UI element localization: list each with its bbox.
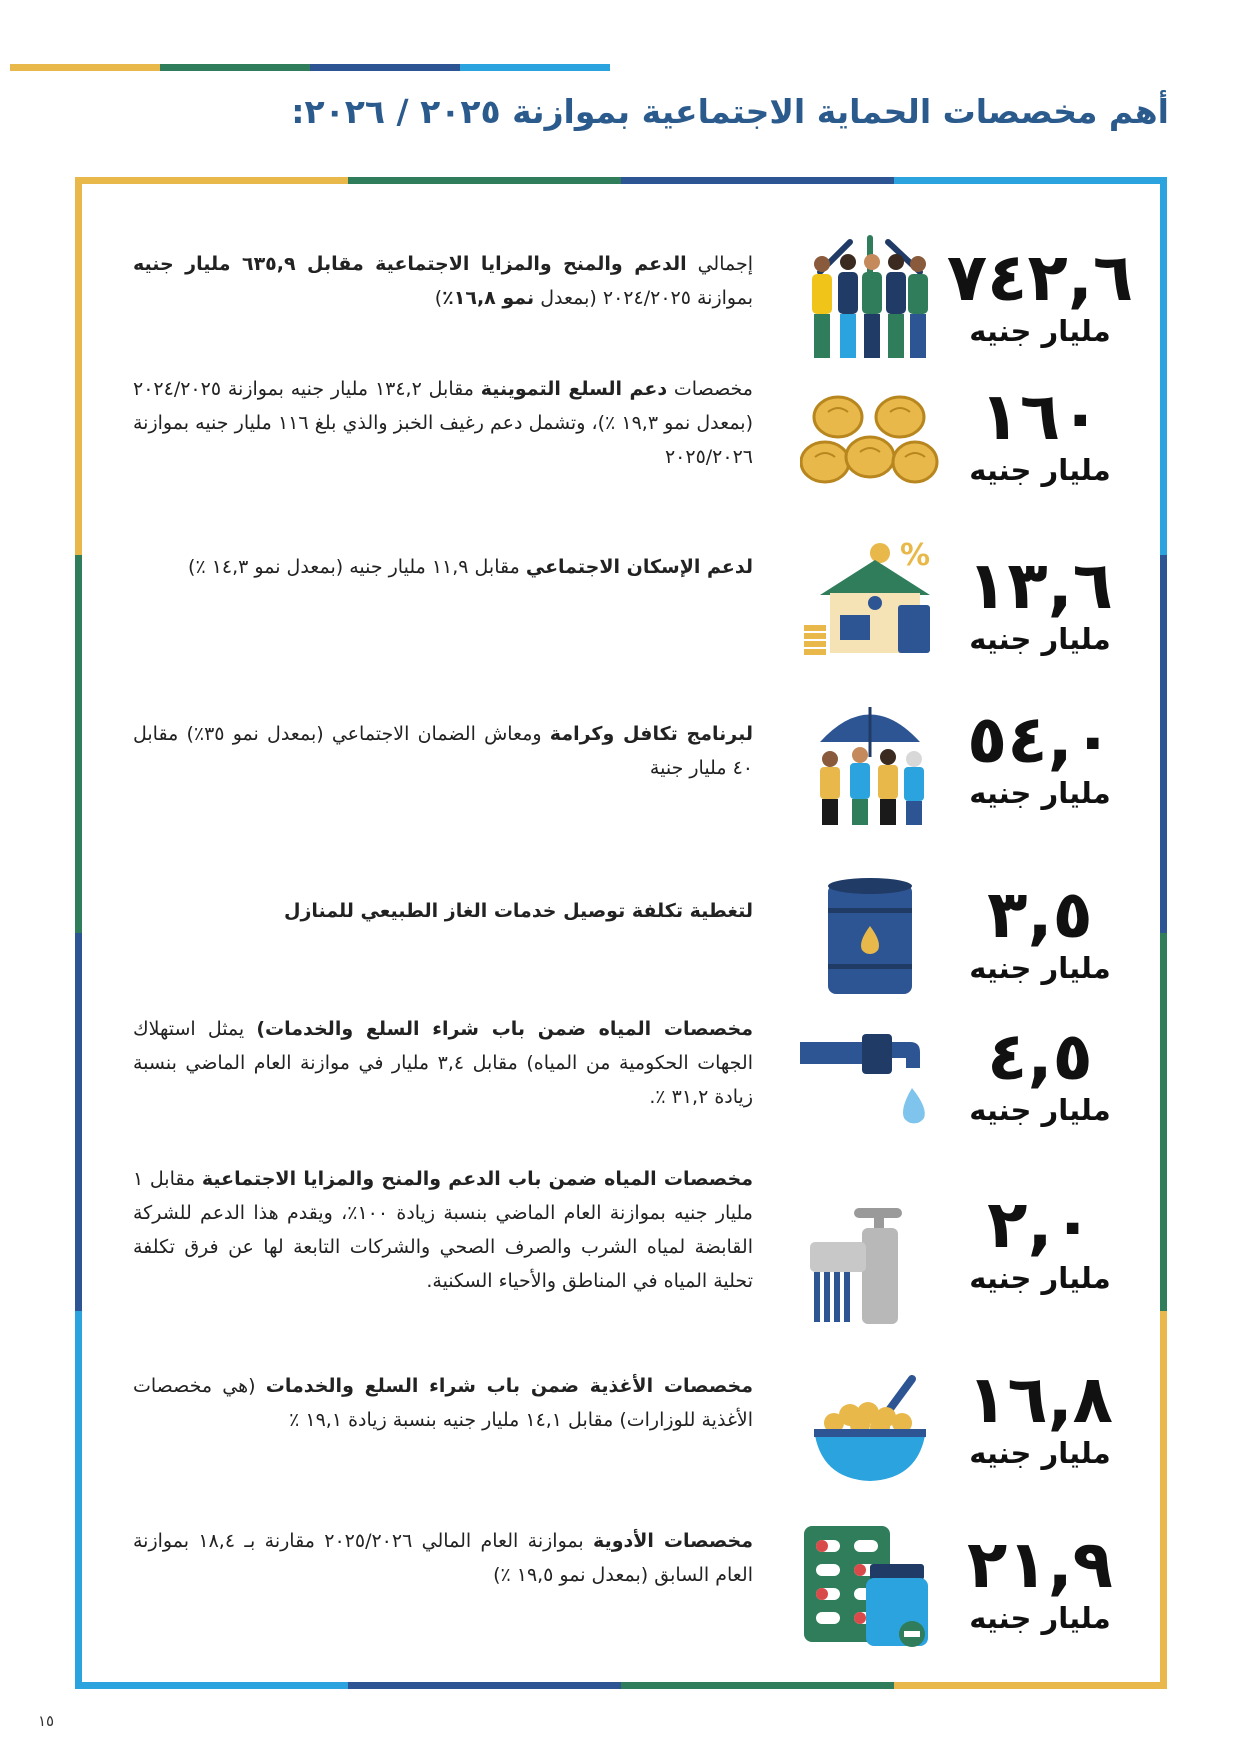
allocation-row [115, 1162, 1165, 1362]
allocation-description: مخصصات المياه ضمن باب شراء السلع والخدمات) يمثل استهلاك الجهات الحكومية من المياه) مقابل ٣,٤ مليار في موازنة العام الماضي بنسبة زيادة ٣١,٢ ٪. [133, 1018, 753, 1108]
allocation-description: مخصصات الأدوية بموازنة العام المالي ٢٠٢٥/٢٠٢٦ مقارنة بـ ١٨,٤ بموازنة العام السابق (بمعدل نمو ١٩,٥ ٪) [133, 1530, 753, 1586]
page-title: أهم مخصصات الحماية الاجتماعية بموازنة ٢٠٢٥ / ٢٠٢٦: [291, 92, 1169, 131]
gas-barrel-icon [800, 872, 940, 1002]
allocation-row [115, 872, 1165, 992]
food-bowl-icon [800, 1367, 940, 1497]
medicine-pills-icon [800, 1522, 940, 1652]
allocation-row [115, 237, 1165, 357]
allocation-row [115, 1512, 1165, 1652]
bread-loaves-icon [800, 372, 940, 502]
allocation-description: مخصصات الأغذية ضمن باب شراء السلع والخدمات (هي مخصصات الأغذية للوزارات) مقابل ١٤,١ مليار جنيه بنسبة زيادة ١٩,١ ٪ [133, 1375, 753, 1431]
allocation-description: لدعم الإسكان الاجتماعي مقابل ١١,٩ مليار جنيه (بمعدل نمو ١٤,٣ ٪) [188, 556, 753, 578]
content-frame [75, 177, 1167, 1689]
top-accent-bar [10, 64, 610, 71]
allocation-value: ٢,٠ مليار جنيه [969, 1186, 1111, 1295]
allocation-value: ٧٤٢,٦ مليار جنيه [946, 239, 1134, 348]
allocation-row [115, 1012, 1165, 1142]
allocation-value: ١٦,٨ مليار جنيه [967, 1361, 1113, 1470]
allocation-value: ٢١,٩ مليار جنيه [967, 1526, 1113, 1635]
allocation-description: لبرنامج تكافل وكرامة ومعاش الضمان الاجتماعي (بمعدل نمو ٣٥٪) مقابل ٤٠ مليار جنية [133, 723, 753, 779]
family-umbrella-icon [800, 697, 940, 827]
water-tap-icon [800, 1202, 940, 1332]
page-number: ١٥ [38, 1712, 55, 1730]
allocation-value: ٥٤,٠ مليار جنيه [967, 701, 1113, 810]
allocation-value: ١٣,٦ مليار جنيه [967, 547, 1113, 656]
house-coins-icon [800, 535, 940, 665]
allocation-value: ١٦٠ مليار جنيه [969, 378, 1111, 487]
allocation-value: ٤,٥ مليار جنيه [969, 1018, 1111, 1127]
people-hands-up-icon [800, 232, 940, 362]
allocation-row [115, 538, 1165, 675]
allocation-description: مخصصات المياه ضمن باب الدعم والمنح والمزايا الاجتماعية مقابل ١ مليار جنيه بموازنة العام الماضي بنسبة زيادة ١٠٠٪، ويقدم هذا الدعم للشركة القابضة لمياه الشرب والصرف الصحي والشركات التابعة لها عن فرق تكلفة تحلية المياه في المناطق والأحياء السكنية. [133, 1168, 753, 1292]
allocation-value: ٣,٥ مليار جنيه [969, 876, 1111, 985]
allocation-row [115, 697, 1165, 837]
allocation-description: لتغطية تكلفة توصيل خدمات الغاز الطبيعي للمنازل [283, 900, 753, 922]
allocation-description: مخصصات دعم السلع التموينية مقابل ١٣٤,٢ مليار جنيه بموازنة ٢٠٢٤/٢٠٢٥ (بمعدل نمو ١٩,٣ ٪)، وتشمل دعم رغيف الخبز والذي بلغ ١١٦ مليار جنيه بموازنة ٢٠٢٥/٢٠٢٦ [133, 378, 754, 468]
allocation-description: إجمالي الدعم والمنح والمزايا الاجتماعية مقابل ٦٣٥,٩ مليار جنيه بموازنة ٢٠٢٤/٢٠٢٥ (بمعدل نمو ١٦,٨٪) [133, 253, 754, 309]
allocation-row [115, 372, 1165, 502]
allocation-row [115, 1361, 1165, 1497]
water-pipe-icon [800, 1012, 940, 1142]
svg-text:%: % [900, 538, 931, 573]
